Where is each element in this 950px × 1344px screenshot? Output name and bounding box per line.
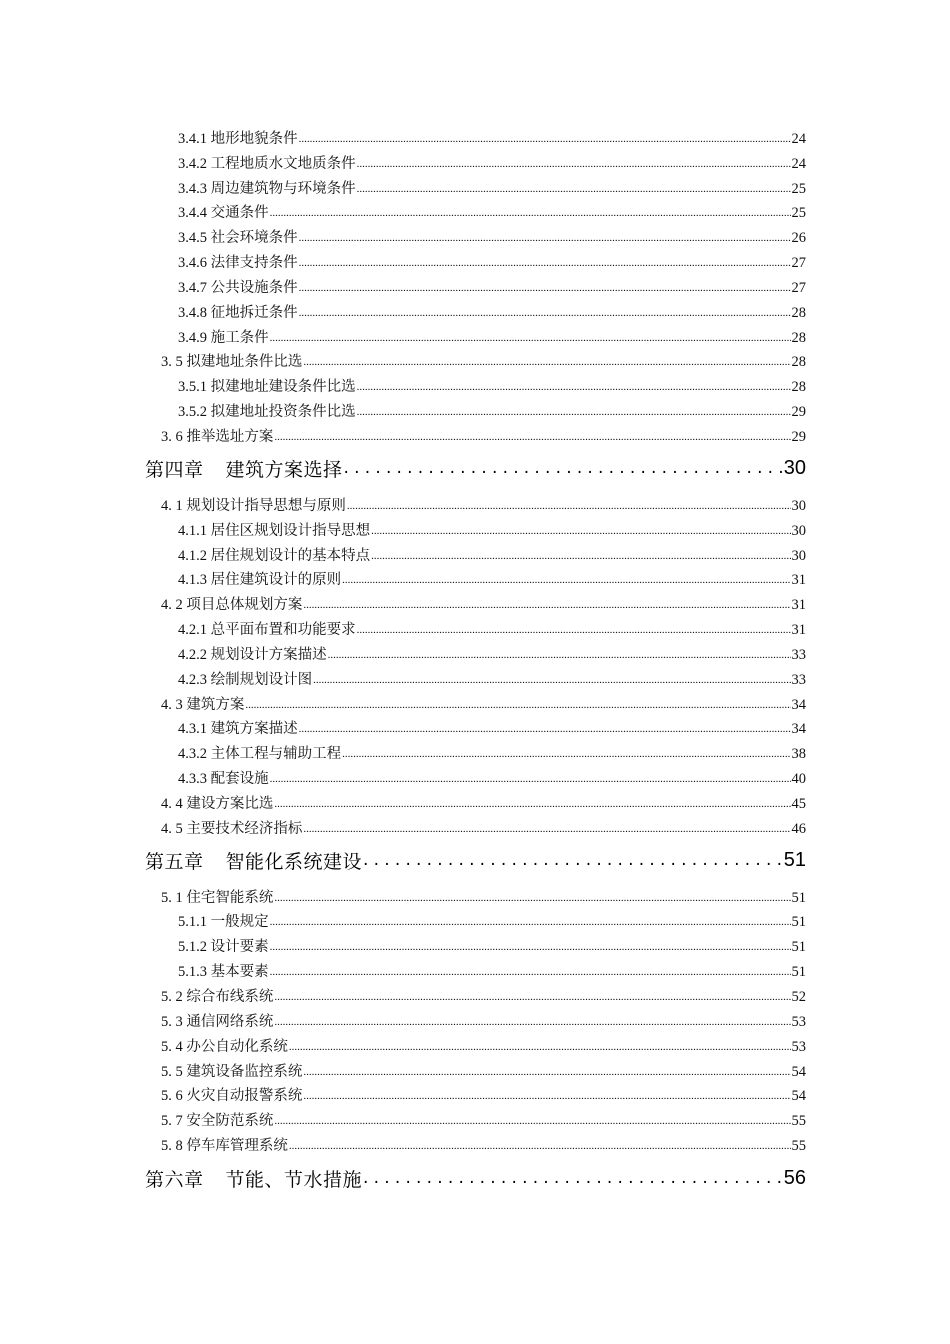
toc-page-number: 51 [791,964,806,981]
toc-chapter-entry[interactable] [0,447,950,491]
toc-entry-title: 4. 2 项目总体规划方案 [161,597,303,614]
toc-page-number: 29 [791,404,806,421]
dot-leader [270,917,791,932]
toc-page-number: 26 [791,230,806,247]
toc-entry[interactable] [0,640,950,665]
toc-chapter-entry[interactable] [0,1156,950,1200]
dot-leader [328,650,791,665]
dot-leader [274,992,790,1007]
toc-entry[interactable] [0,789,950,814]
toc-entry[interactable] [0,590,950,615]
toc-page-number: 29 [791,428,806,445]
dot-leader [299,233,791,248]
toc-entry-title: 5. 7 安全防范系统 [161,1113,274,1130]
toc-entry[interactable] [0,541,950,566]
dot-leader [313,675,790,690]
toc-page-number: 45 [791,795,806,812]
dot-leader [289,1141,791,1156]
toc-entry-title: 4.1.2 居住规划设计的基本特点 [178,547,371,564]
toc-entry-title: 4.2.1 总平面布置和功能要求 [178,622,356,639]
dot-leader [270,333,791,348]
toc-page-number: 28 [791,304,806,321]
toc-page-number: 31 [791,597,806,614]
toc-page-number: 55 [791,1138,806,1155]
toc-page-number: 46 [791,820,806,837]
toc-page-number: 30 [791,497,806,514]
toc-page-number: 52 [791,989,806,1005]
toc-page-number: 25 [791,205,806,222]
toc-entry-title: 5. 3 通信网络系统 [161,1013,274,1030]
toc-page-number: 31 [791,572,806,589]
toc-page-number: 51 [791,914,806,931]
toc-entry-title: 3.4.7 公共设施条件 [178,279,298,296]
toc-entry-title: 4.1.3 居住建筑设计的原则 [178,572,342,589]
toc-entry-title: 3.5.2 拟建地址投资条件比选 [178,404,356,421]
dot-leader [245,700,790,715]
toc-entry-title: 3.4.8 征地拆迁条件 [178,304,298,321]
toc-page-number: 30 [783,457,806,480]
toc-entry[interactable] [0,1057,950,1082]
dot-leader [270,208,791,223]
toc-entry[interactable] [0,516,950,541]
toc-entry[interactable] [0,1007,950,1032]
toc-entry-title: 4. 4 建设方案比选 [161,795,274,812]
dot-leader [342,749,790,764]
toc-entry[interactable] [0,1106,950,1131]
toc-entry-title: 4.3.3 配套设施 [178,771,269,788]
toc-entry-title: 5. 6 火灾自动报警系统 [161,1088,303,1105]
dot-leader [357,625,791,640]
toc-page-number: 28 [791,329,806,346]
toc-entry-title: 5. 5 建筑设备监控系统 [161,1063,303,1080]
toc-page-number: 51 [791,939,806,956]
toc-entry[interactable] [0,124,950,149]
dot-leader [347,501,791,516]
dot-leader [303,357,790,372]
toc-page-number: 51 [791,889,806,906]
toc-entry[interactable] [0,1032,950,1057]
toc-entry-title: 3.4.9 施工条件 [178,329,269,346]
toc-chapter-title: 智能化系统建设 [225,851,363,874]
toc-entry-title: 5.1.2 设计要素 [178,939,269,956]
dot-leader [289,1042,791,1057]
toc-page-number: 24 [791,155,806,172]
toc-entry-title [145,847,362,874]
toc-entry-title: 5. 1 住宅智能系统 [161,889,274,906]
toc-page-number: 28 [791,354,806,371]
toc-entry-title: 3. 6 推举选址方案 [161,428,274,445]
dot-leader [371,551,790,566]
dot-leader [299,724,791,739]
toc-page-number: 51 [783,849,806,872]
toc-entry[interactable] [0,665,950,690]
toc-page-number: 34 [791,721,806,738]
dot-leader [357,159,791,174]
dot-leader [342,575,790,590]
dot-leader [299,308,791,323]
toc-entry-title: 4.2.3 绘制规划设计图 [178,671,313,688]
toc-entry-title: 3.5.1 拟建地址建设条件比选 [178,379,356,396]
dot-leader [303,824,790,839]
toc-entry[interactable] [0,957,950,982]
toc-entry[interactable] [0,1131,950,1156]
dot-leader [270,967,791,982]
toc-entry-title: 4. 3 建筑方案 [161,696,245,713]
toc-chapter-entry[interactable] [0,839,950,883]
toc-page-number: 38 [791,746,806,763]
dot-leader [270,942,791,957]
toc-entry-title [145,1165,362,1192]
toc-entry-title: 3.4.2 工程地质水文地质条件 [178,155,356,172]
toc-entry[interactable] [0,883,950,908]
toc-entry-title [145,455,343,482]
toc-entry-title: 3. 5 拟建地址条件比选 [161,354,303,371]
dot-leader [303,600,790,615]
toc-entry-title: 3.4.6 法律支持条件 [178,255,298,272]
toc-page-number: 27 [791,255,806,272]
toc-entry[interactable] [0,248,950,273]
dot-leader [274,893,790,908]
toc-page-number: 54 [791,1088,806,1105]
toc-entry[interactable] [0,199,950,224]
dot-leader [357,382,791,397]
toc-entry-title: 5. 8 停车库管理系统 [161,1138,288,1155]
toc-entry[interactable] [0,223,950,248]
toc-entry-title: 5.1.1 一般规定 [178,914,269,931]
dot-leader [270,774,791,789]
toc-entry[interactable] [0,764,950,789]
dot-leader [274,1116,790,1131]
toc-page-number: 53 [791,1038,806,1055]
toc-page-number: 28 [791,379,806,396]
toc-page-number: 34 [791,696,806,713]
toc-page-number: 33 [791,646,806,663]
toc-entry[interactable] [0,491,950,516]
toc-chapter-number: 第六章 [145,1168,204,1191]
dot-leader [363,1170,783,1187]
dot-leader [274,799,790,814]
dot-leader [357,407,791,422]
dot-leader [274,1017,790,1032]
toc-entry-title: 4.3.1 建筑方案描述 [178,721,298,738]
toc-page-number: 25 [791,180,806,197]
toc-entry[interactable] [0,422,950,447]
toc-page-number: 30 [791,522,806,539]
toc-chapter-title: 节能、节水措施 [225,1168,363,1191]
toc-entry[interactable] [0,397,950,422]
toc-entry-title: 4.2.2 规划设计方案描述 [178,646,327,663]
toc-entry[interactable] [0,908,950,933]
toc-entry-title: 5. 2 综合布线系统 [161,989,274,1005]
toc-page-number: 54 [791,1063,806,1080]
dot-leader [363,852,783,869]
toc-page-number: 27 [791,279,806,296]
toc-entry-title: 4.1.1 居住区规划设计指导思想 [178,522,371,539]
dot-leader [299,258,791,273]
toc-chapter-number: 第四章 [145,459,204,482]
toc-chapter-number: 第五章 [145,851,204,874]
toc-page-number: 33 [791,671,806,688]
dot-leader [357,184,791,199]
dot-leader [299,134,791,149]
toc-page-number: 56 [783,1166,806,1189]
toc-entry[interactable] [0,566,950,591]
table-of-contents [0,124,950,1200]
dot-leader [274,432,790,447]
toc-entry-title: 3.4.4 交通条件 [178,205,269,222]
toc-entry-title: 3.4.1 地形地貌条件 [178,130,298,147]
toc-entry[interactable] [0,932,950,957]
toc-entry[interactable] [0,348,950,373]
toc-entry[interactable] [0,715,950,740]
toc-entry-title: 4. 5 主要技术经济指标 [161,820,303,837]
toc-entry-title: 5.1.3 基本要素 [178,964,269,981]
toc-entry[interactable] [0,273,950,298]
toc-entry-title: 3.4.3 周边建筑物与环境条件 [178,180,356,197]
dot-leader [371,526,790,541]
toc-entry[interactable] [0,323,950,348]
toc-entry[interactable] [0,814,950,839]
toc-entry-title: 3.4.5 社会环境条件 [178,230,298,247]
toc-entry[interactable] [0,149,950,174]
toc-entry[interactable] [0,174,950,199]
dot-leader [299,283,791,298]
toc-entry[interactable] [0,1082,950,1107]
toc-entry[interactable] [0,690,950,715]
toc-page-number: 31 [791,622,806,639]
toc-entry[interactable] [0,982,950,1007]
toc-entry[interactable] [0,739,950,764]
toc-entry-title: 5. 4 办公自动化系统 [161,1038,288,1055]
dot-leader [303,1091,790,1106]
dot-leader [303,1067,790,1082]
toc-entry[interactable] [0,372,950,397]
toc-entry-title: 4.3.2 主体工程与辅助工程 [178,746,342,763]
dot-leader [344,460,783,477]
toc-page-number: 40 [791,771,806,788]
toc-entry-title: 4. 1 规划设计指导思想与原则 [161,497,346,514]
toc-page-number: 24 [791,130,806,147]
toc-page-number: 30 [791,547,806,564]
toc-chapter-title: 建筑方案选择 [225,459,343,482]
toc-page-number: 53 [791,1013,806,1030]
toc-entry[interactable] [0,298,950,323]
toc-entry[interactable] [0,615,950,640]
toc-page-number: 55 [791,1113,806,1130]
